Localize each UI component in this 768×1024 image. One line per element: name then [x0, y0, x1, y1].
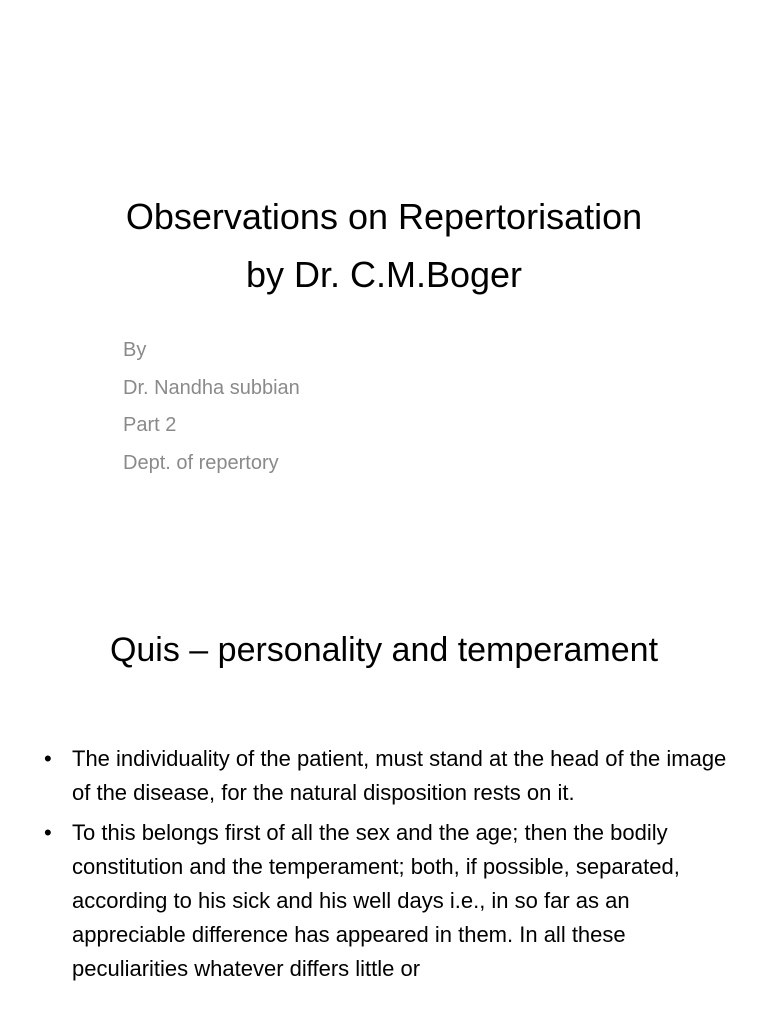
slide-title: Quis – personality and temperament — [109, 631, 659, 669]
bullet-icon: • — [44, 820, 52, 845]
bullet-list — [40, 742, 742, 992]
presentation-title — [40, 188, 728, 304]
subtitle-line: Dept. of repertory — [123, 451, 279, 474]
bullet-icon: • — [44, 746, 52, 771]
bullet-item — [40, 816, 742, 986]
content-slide — [0, 576, 768, 1024]
subtitle-block — [123, 332, 300, 482]
subtitle-line: By — [123, 339, 147, 361]
bullet-text: To this belongs first of all the sex and the age; then the bodily constitution and the temperament; both, if possible, separated, according to his sick and his well days i.e., in so far as an appreciable difference has appeared in them. In all these peculiarities whatever differs little or — [72, 820, 680, 981]
title-line: Observations on Repertorisation — [125, 196, 643, 237]
bullet-item — [40, 742, 742, 810]
bullet-text: The individuality of the patient, must stand at the head of the image of the disease, for the natural disposition rests on it. — [72, 746, 727, 805]
title-line: by Dr. C.M.Boger — [245, 254, 523, 295]
subtitle-line: Dr. Nandha subbian — [123, 376, 300, 399]
subtitle-line: Part 2 — [123, 414, 177, 436]
